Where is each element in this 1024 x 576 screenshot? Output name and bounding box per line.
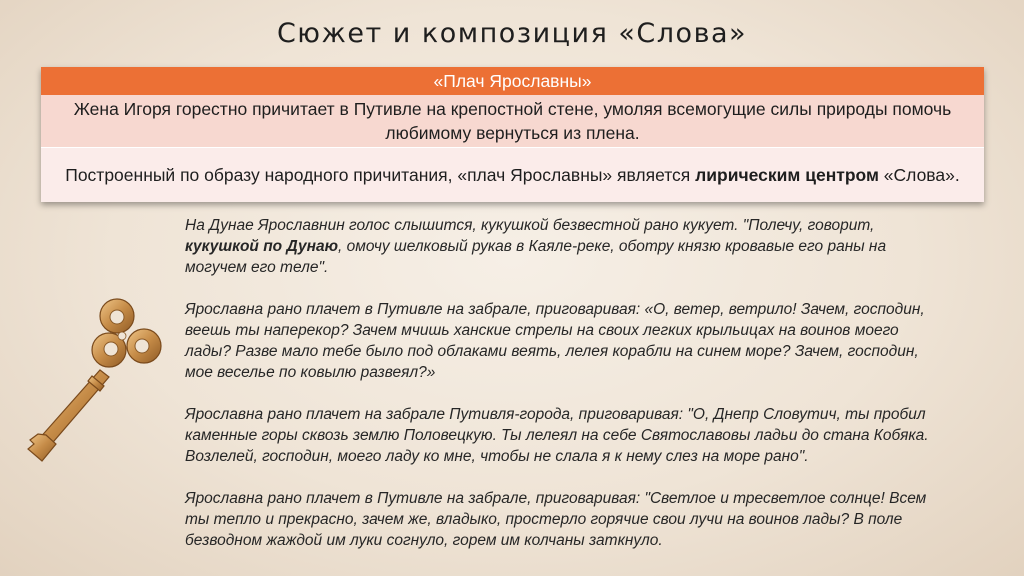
conclusion-emphasis: лирическим центром	[695, 165, 879, 185]
table-row	[41, 148, 984, 203]
conclusion-text-end: «Слова».	[878, 165, 960, 185]
page-title: Сюжет и композиция «Слова»	[276, 18, 748, 49]
quote-paragraph	[185, 215, 945, 278]
key-icon	[12, 298, 172, 473]
conclusion-text-start: Построенный по образу народного причитания, «плач Ярославны» является	[65, 165, 696, 185]
table-header-row	[41, 67, 984, 95]
quote-emphasis: кукушкой по Дунаю	[185, 238, 339, 255]
quote-text: На Дунае Ярославнин голос слышится, кукушкой безвестной рано кукует. "Полечу, говорит,	[185, 217, 875, 234]
quote-block	[185, 215, 945, 572]
info-table	[41, 67, 984, 202]
table-header: «Плач Ярославны»	[41, 67, 984, 95]
table-cell-description: Жена Игоря горестно причитает в Путивле на крепостной стене, умоляя всемогущие силы природы помочь любимому вернуться из плена.	[41, 95, 984, 148]
table-row	[41, 95, 984, 148]
table-cell-conclusion	[41, 148, 984, 203]
quote-text: , омочу шелковый рукав в Каяле-реке, оботру князю кровавые его раны на могучем его теле".	[185, 238, 887, 276]
quote-paragraph: Ярославна рано плачет в Путивле на забрале, приговаривая: "Светлое и тресветлое солнце! Всем ты тепло и прекрасно, зачем же, владыко, простерло горячие свои лучи на воинов лады? В поле безводном жаждой им луки согнуло, горем им колчаны заткнуло.	[185, 490, 927, 549]
quote-paragraph: Ярославна рано плачет на забрале Путивля-города, приговаривая: "О, Днепр Словутич, ты пробил каменные горы сквозь землю Половецкую. Ты лелеял на себе Святославовы ладьи до стана Кобяка. Возлелей, господин, моего ладу ко мне, чтобы не слала я к нему слез на море рано".	[185, 406, 929, 465]
quote-paragraph: Ярославна рано плачет в Путивле на забрале, приговаривая: «О, ветер, ветрило! Зачем, господин, веешь ты наперекор? Зачем мчишь ханские стрелы на своих легких крыльицах на воинов моего лады? Разве мало тебе было под облаками веять, лелея корабли на синем море? Зачем, господин, мое веселье по ковылю развеял?»	[185, 301, 925, 381]
